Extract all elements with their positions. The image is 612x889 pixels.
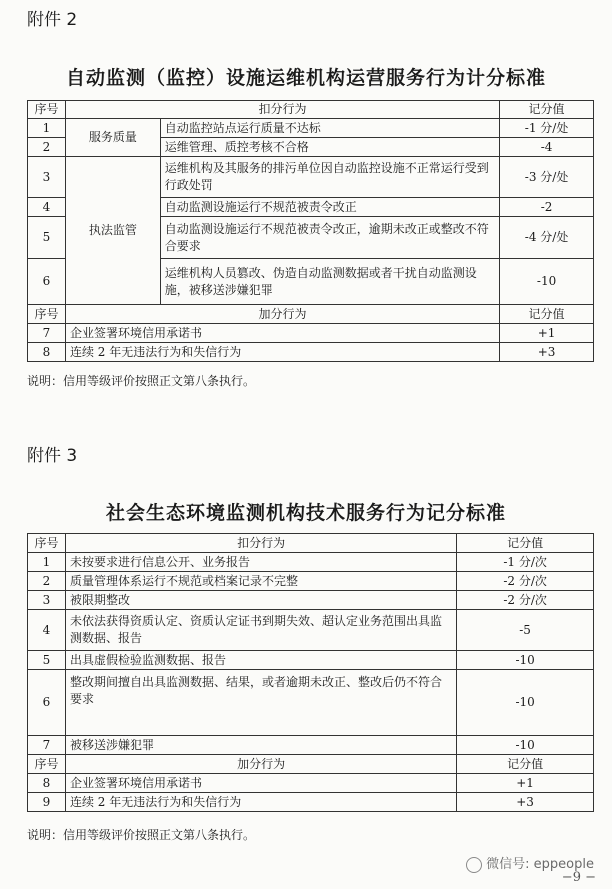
row-score: -1 分/次 — [457, 553, 594, 572]
row-text: 自动监控站点运行质量不达标 — [160, 119, 499, 138]
row-text: 企业签署环境信用承诺书 — [65, 324, 499, 343]
row-text: 运维机构及其服务的排污单位因自动监控设施不正常运行受到行政处罚 — [160, 157, 499, 198]
add-header-no: 序号 — [28, 305, 66, 324]
header-deduct: 扣分行为 — [65, 534, 456, 553]
row-no: 2 — [28, 138, 66, 157]
row-text: 出具虚假检验监测数据、报告 — [65, 651, 456, 670]
add-header-score: 记分值 — [457, 755, 594, 774]
table-row — [28, 591, 594, 610]
header-no: 序号 — [28, 101, 66, 119]
row-score: -5 — [457, 610, 594, 651]
table-add-header-row — [28, 305, 594, 324]
row-text: 连续 2 年无违法行为和失信行为 — [65, 793, 456, 812]
row-text: 被移送涉嫌犯罪 — [65, 736, 456, 755]
add-header-add: 加分行为 — [65, 755, 456, 774]
header-no: 序号 — [28, 534, 66, 553]
row-no: 9 — [28, 793, 66, 812]
row-score: +1 — [500, 324, 594, 343]
attachment-3-label: 附件 3 — [27, 446, 78, 466]
table-header-row — [28, 534, 594, 553]
row-no: 8 — [28, 343, 66, 362]
attachment-2-label: 附件 2 — [27, 10, 78, 30]
table-header-row — [28, 101, 594, 119]
row-text: 自动监测设施运行不规范被责令改正 — [160, 198, 499, 217]
row-score: +1 — [457, 774, 594, 793]
row-score: +3 — [500, 343, 594, 362]
table-row — [28, 553, 594, 572]
row-no: 3 — [28, 591, 66, 610]
row-no: 8 — [28, 774, 66, 793]
row-no: 7 — [28, 324, 66, 343]
table-row — [28, 670, 594, 736]
header-score: 记分值 — [457, 534, 594, 553]
row-score: -1 分/处 — [500, 119, 594, 138]
table-row — [28, 157, 594, 198]
row-text: 未依法获得资质认定、资质认定证书到期失效、超认定业务范围出具监测数据、报告 — [65, 610, 456, 651]
row-score: -2 分/次 — [457, 591, 594, 610]
row-score: -10 — [457, 670, 594, 736]
table-row — [28, 572, 594, 591]
add-header-add: 加分行为 — [65, 305, 499, 324]
table-row — [28, 651, 594, 670]
row-no: 7 — [28, 736, 66, 755]
wechat-icon — [466, 857, 482, 873]
row-text: 运维管理、质控考核不合格 — [160, 138, 499, 157]
table-row — [28, 774, 594, 793]
add-header-score: 记分值 — [500, 305, 594, 324]
table-row — [28, 610, 594, 651]
header-deduct: 扣分行为 — [65, 101, 499, 119]
row-text: 运维机构人员篡改、伪造自动监测数据或者干扰自动监测设施，被移送涉嫌犯罪 — [160, 259, 499, 305]
header-score: 记分值 — [500, 101, 594, 119]
attachment-3-title: 社会生态环境监测机构技术服务行为记分标准 — [105, 502, 506, 524]
row-no: 3 — [28, 157, 66, 198]
table-row — [28, 736, 594, 755]
table-row — [28, 343, 594, 362]
row-no: 6 — [28, 259, 66, 305]
row-score: -10 — [457, 736, 594, 755]
row-score: -10 — [500, 259, 594, 305]
row-text: 质量管理体系运行不规范或档案记录不完整 — [65, 572, 456, 591]
row-no: 4 — [28, 610, 66, 651]
attachment-3-note: 说明：信用等级评价按照正文第八条执行。 — [27, 828, 256, 842]
row-no: 2 — [28, 572, 66, 591]
row-text: 未按要求进行信息公开、业务报告 — [65, 553, 456, 572]
row-score: -4 — [500, 138, 594, 157]
row-score: -2 — [500, 198, 594, 217]
row-text: 连续 2 年无违法行为和失信行为 — [65, 343, 499, 362]
attachment-2-title: 自动监测（监控）设施运维机构运营服务行为计分标准 — [65, 67, 546, 89]
watermark-text: 微信号: eppeople — [486, 857, 594, 872]
row-score: -3 分/处 — [500, 157, 594, 198]
attachment-3-table — [27, 533, 594, 812]
table-add-header-row — [28, 755, 594, 774]
row-score: -2 分/次 — [457, 572, 594, 591]
row-no: 6 — [28, 670, 66, 736]
attachment-2-note: 说明：信用等级评价按照正文第八条执行。 — [27, 374, 256, 388]
add-header-no: 序号 — [28, 755, 66, 774]
table-row — [28, 119, 594, 138]
row-no: 1 — [28, 553, 66, 572]
row-no: 4 — [28, 198, 66, 217]
row-score: -10 — [457, 651, 594, 670]
row-text: 企业签署环境信用承诺书 — [65, 774, 456, 793]
row-no: 5 — [28, 217, 66, 259]
row-score: -4 分/处 — [500, 217, 594, 259]
category-service: 服务质量 — [65, 119, 160, 157]
row-text: 自动监测设施运行不规范被责令改正，逾期未改正或整改不符合要求 — [160, 217, 499, 259]
row-no: 5 — [28, 651, 66, 670]
category-law: 执法监管 — [65, 157, 160, 305]
table-row — [28, 324, 594, 343]
page-number: −9 − — [561, 870, 596, 885]
row-text: 整改期间擅自出具监测数据、结果，或者逾期未改正、整改后仍不符合要求 — [65, 670, 456, 736]
row-score: +3 — [457, 793, 594, 812]
attachment-2-table — [27, 100, 594, 362]
table-row — [28, 793, 594, 812]
row-no: 1 — [28, 119, 66, 138]
row-text: 被限期整改 — [65, 591, 456, 610]
